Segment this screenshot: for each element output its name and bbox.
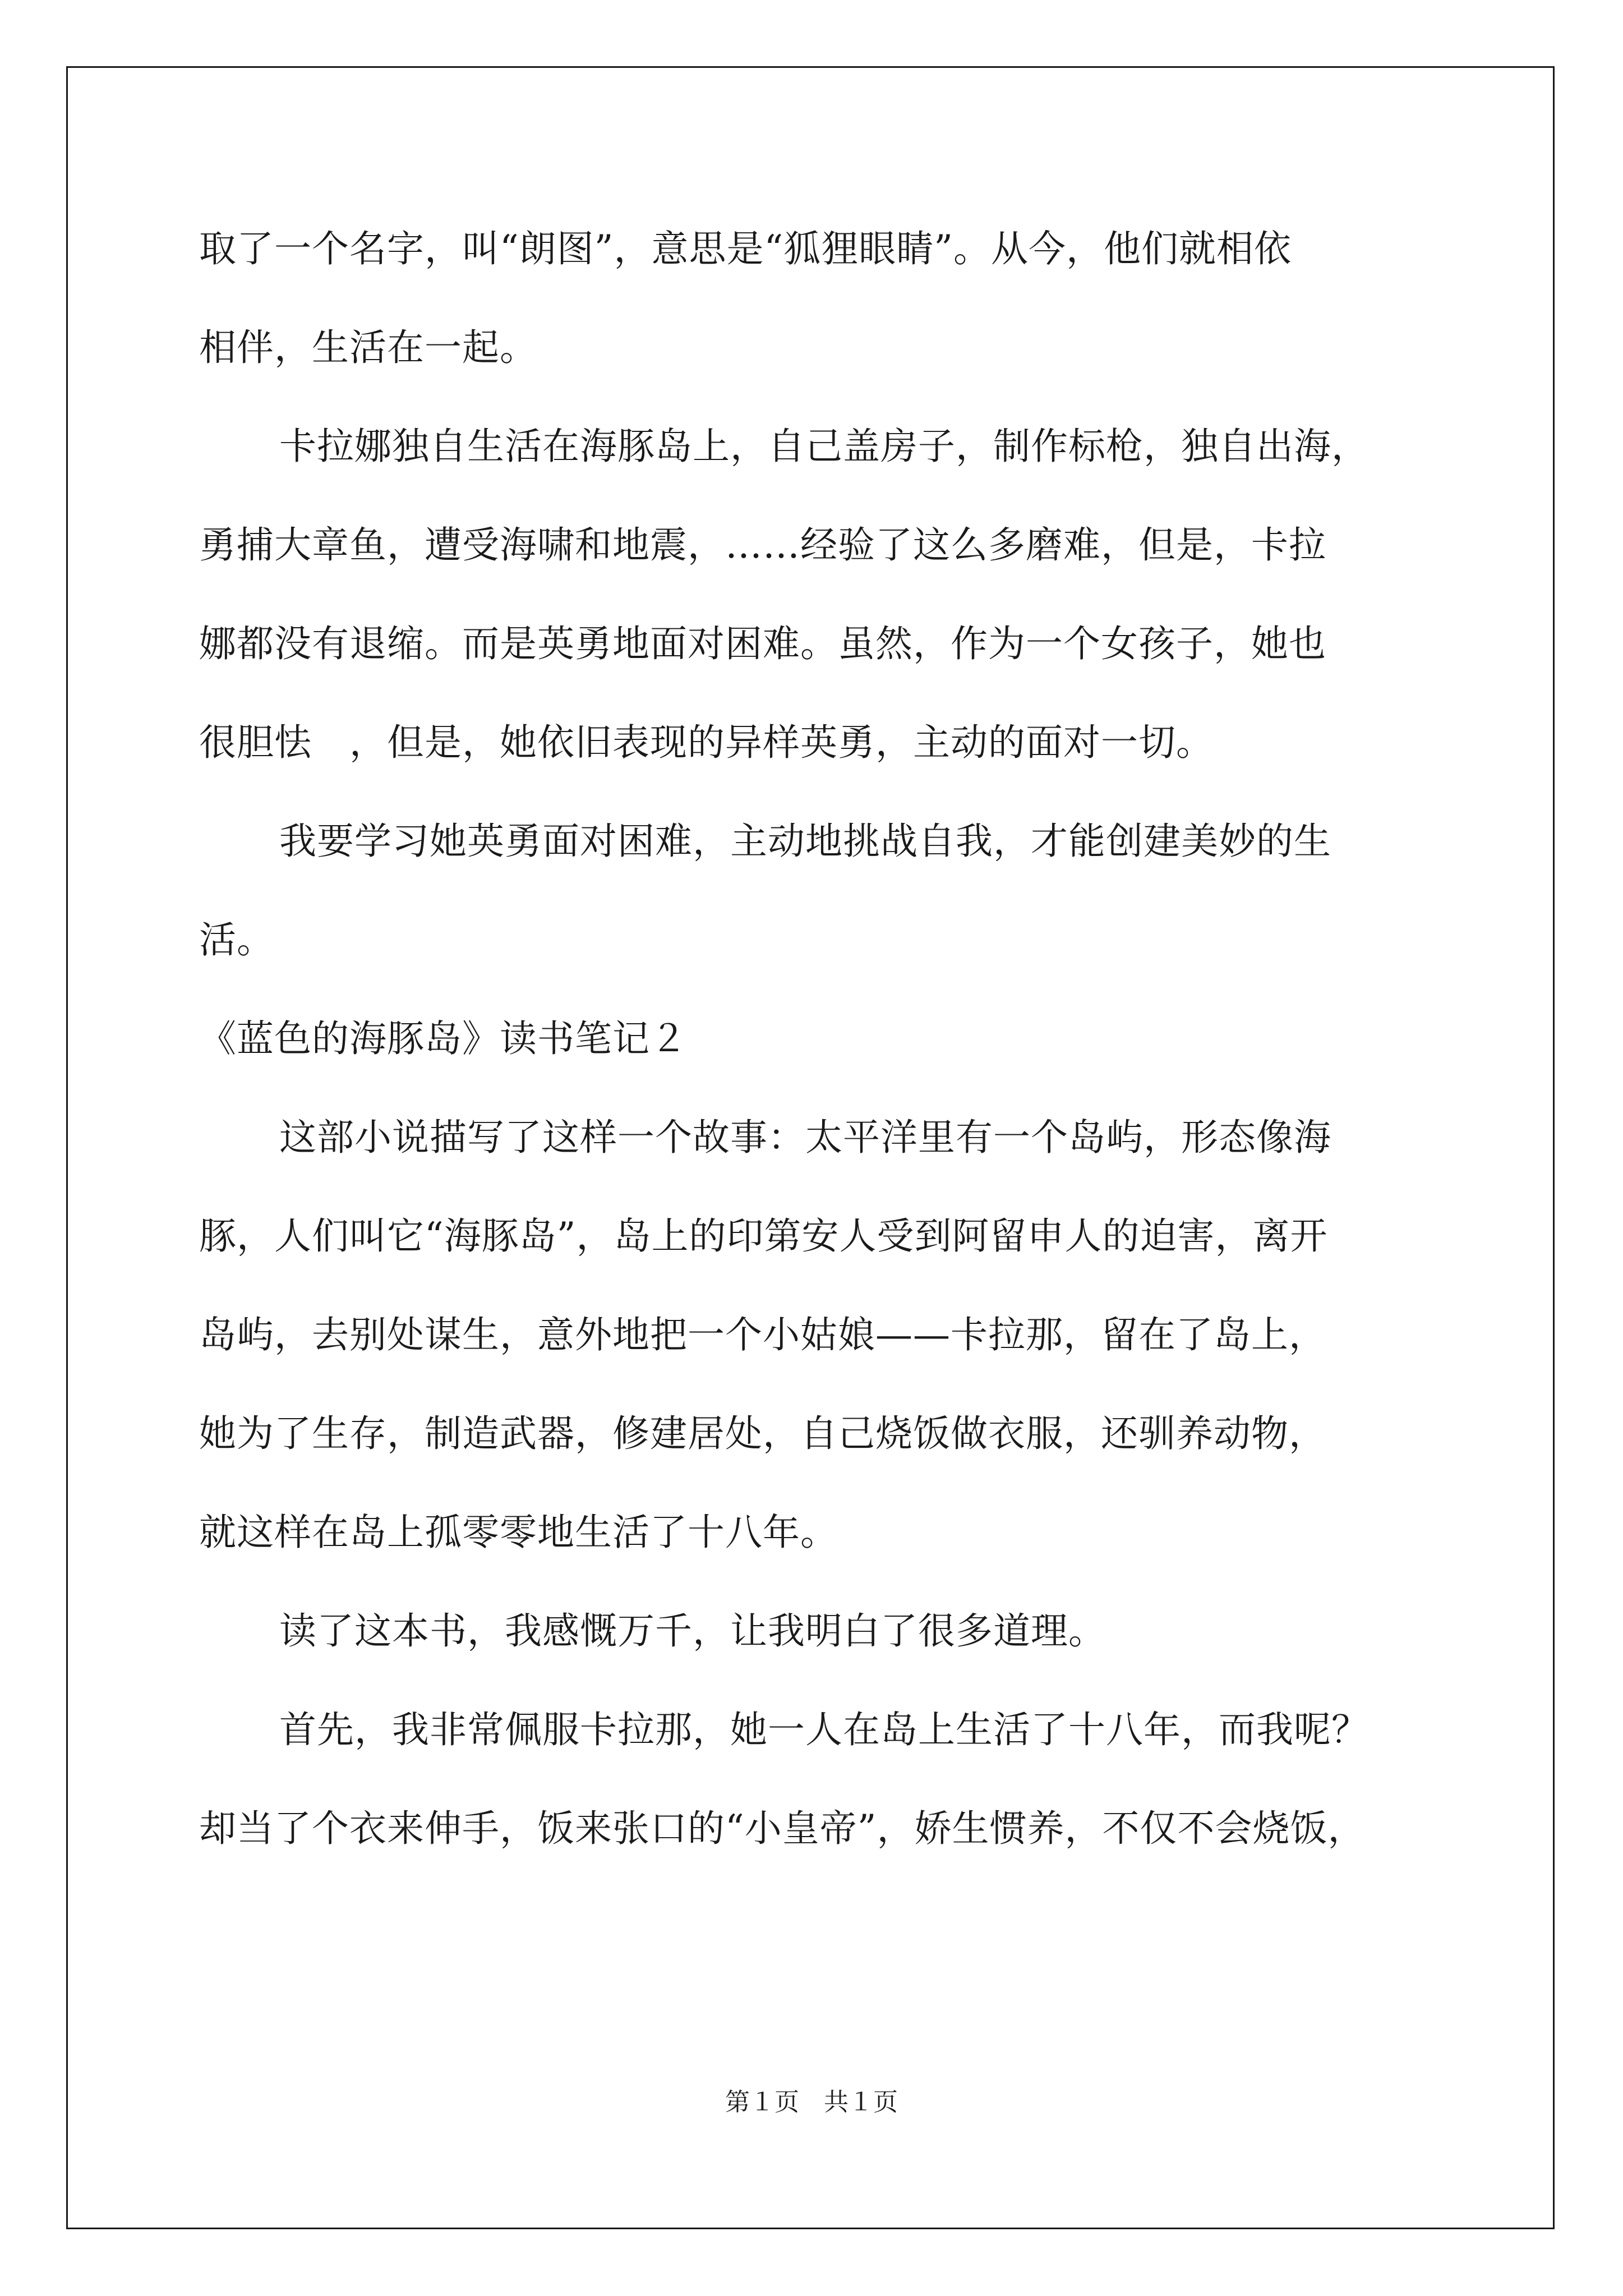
- page-number-footer: 第１页 共１页: [725, 2088, 898, 2116]
- paragraph-start-line: 这部小说描写了这样一个故事：太平洋里有一个岛屿，形态像海: [279, 1116, 1331, 1159]
- text-line: 岛屿，去别处谋生，意外地把一个小姑娘——卡拉那，留在了岛上，: [199, 1313, 1326, 1356]
- paragraph-start-line: 读了这本书，我感慨万千，让我明白了很多道理。: [279, 1609, 1106, 1653]
- section-heading: 《蓝色的海豚岛》读书笔记２: [199, 1017, 688, 1060]
- text-line: 豚，人们叫它“海豚岛”，岛上的印第安人受到阿留申人的迫害，离开: [199, 1214, 1328, 1258]
- text-line: 她为了生存，制造武器，修建居处，自己烧饭做衣服，还驯养动物，: [199, 1412, 1326, 1455]
- text-line: 娜都没有退缩。而是英勇地面对困难。虽然，作为一个女孩子，她也: [199, 622, 1326, 665]
- text-line: 就这样在岛上孤零零地生活了十八年。: [199, 1511, 838, 1554]
- text-line: 取了一个名字，叫“朗图”，意思是“狐狸眼睛”。从今，他们就相依: [199, 227, 1292, 270]
- paragraph-start-line: 我要学习她英勇面对困难，主动地挑战自我，才能创建美妙的生: [279, 820, 1331, 863]
- paragraph-start-line: 首先，我非常佩服卡拉那，她一人在岛上生活了十八年，而我呢？: [279, 1708, 1369, 1751]
- text-line: 很胆怯 ，但是，她依旧表现的异样英勇，主动的面对一切。: [199, 721, 1214, 764]
- text-line: 相伴，生活在一起。: [199, 326, 537, 369]
- text-line: 勇捕大章鱼，遭受海啸和地震，……经验了这么多磨难，但是，卡拉: [199, 523, 1326, 567]
- text-line: 却当了个衣来伸手，饭来张口的“小皇帝”，娇生惯养，不仅不会烧饭，: [199, 1807, 1366, 1850]
- text-line: 活。: [199, 918, 274, 961]
- paragraph-start-line: 卡拉娜独自生活在海豚岛上，自己盖房子，制作标枪，独自出海，: [279, 425, 1369, 468]
